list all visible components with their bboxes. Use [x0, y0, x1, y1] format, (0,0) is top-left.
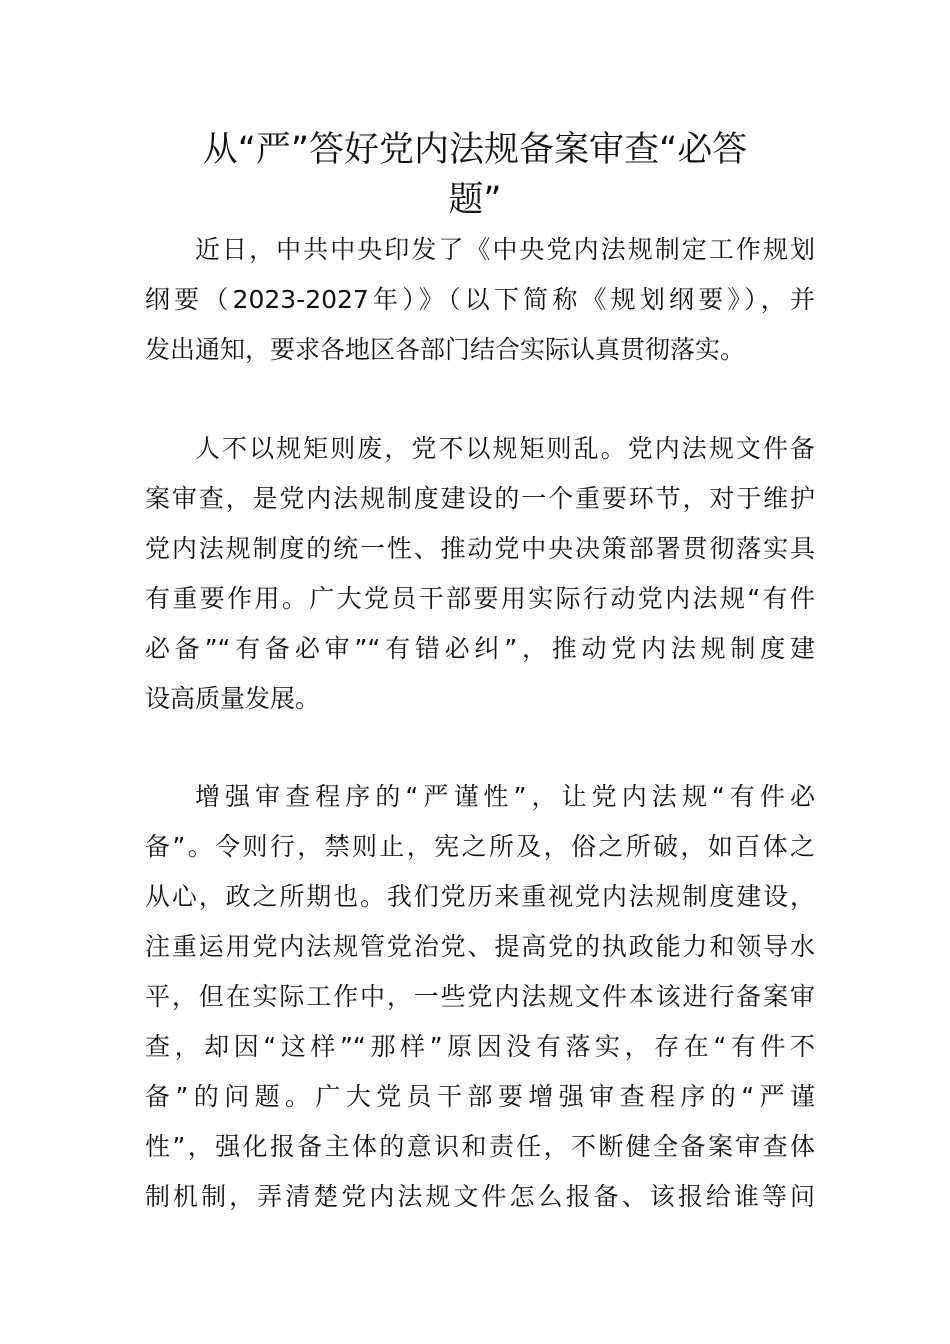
paragraph-1-line-2: 纲要（2023-2027年）》（以下简称《规划纲要》），并: [145, 285, 815, 314]
document-title-line-2: 题”: [448, 180, 502, 220]
document-title-line-1: 从“严”答好党内法规备案审查“必答: [202, 130, 748, 170]
paragraph-3-line-1: 增强审查程序的“严谨性”，让党内法规“有件必: [195, 782, 815, 811]
paragraph-2-line-4: 有重要作用。广大党员干部要用实际行动党内法规“有件: [145, 584, 815, 613]
paragraph-3-line-3: 从心，政之所期也。我们党历来重视党内法规制度建设，: [145, 882, 815, 911]
paragraph-2-line-6: 设高质量发展。: [145, 684, 321, 713]
paragraph-1-line-3: 发出通知，要求各地区各部门结合实际认真贯彻落实。: [145, 335, 746, 364]
paragraph-3-line-6: 查，却因“这样”“那样”原因没有落实，存在“有件不: [145, 1032, 815, 1061]
paragraph-2-line-1: 人不以规矩则废，党不以规矩则乱。党内法规文件备: [195, 434, 815, 463]
paragraph-3-line-9: 制机制，弄清楚党内法规文件怎么报备、该报给谁等问: [145, 1182, 815, 1211]
paragraph-2-line-2: 案审查，是党内法规制度建设的一个重要环节，对于维护: [145, 484, 815, 513]
paragraph-3-line-2: 备”。令则行，禁则止，宪之所及，俗之所破，如百体之: [145, 832, 815, 861]
paragraph-3-line-7: 备”的问题。广大党员干部要增强审查程序的“严谨: [145, 1082, 815, 1111]
paragraph-3-line-4: 注重运用党内法规管党治党、提高党的执政能力和领导水: [145, 932, 815, 961]
paragraph-2-line-3: 党内法规制度的统一性、推动党中央决策部署贯彻落实具: [145, 534, 815, 563]
paragraph-1-line-1: 近日，中共中央印发了《中央党内法规制定工作规划: [195, 235, 815, 264]
paragraph-3-line-8: 性”，强化报备主体的意识和责任，不断健全备案审查体: [145, 1132, 815, 1161]
paragraph-2-line-5: 必备”“有备必审”“有错必纠”，推动党内法规制度建: [145, 634, 815, 663]
paragraph-3-line-5: 平，但在实际工作中，一些党内法规文件本该进行备案审: [145, 982, 815, 1011]
